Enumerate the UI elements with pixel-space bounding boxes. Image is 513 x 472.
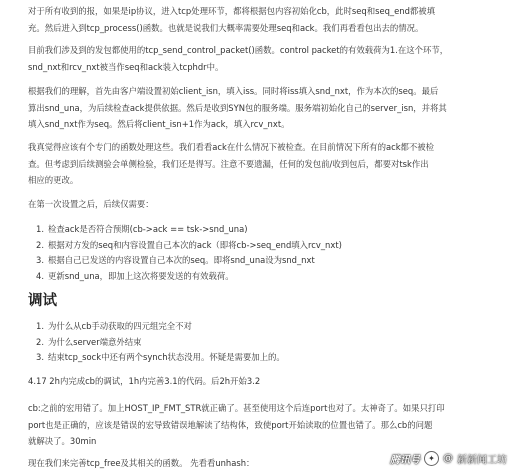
watermark	[390, 450, 507, 466]
list-item: 3. 根据自己已发送的内容设置自己本次的seq。即将snd_una设为snd_nxt	[36, 255, 315, 265]
text-line: 我真觉得应该有个专门的函数处理这些。我们看看ack在什么情况下被检查。在目前情况下所有的ack都不被检	[28, 142, 435, 152]
section-heading: 调试	[28, 293, 57, 309]
list-item: 3. 结束tcp_sock中还有两个synch状态没用。怀疑是需要加上的。	[36, 352, 285, 362]
paragraph-send-control	[28, 42, 506, 75]
issues-list	[36, 319, 285, 366]
watermark-sep: @	[443, 452, 453, 464]
watermark-author: 新新闻工坊	[457, 454, 507, 466]
author-logo-icon: ✦	[424, 451, 439, 466]
paragraph-intro	[28, 3, 506, 36]
steps-list	[36, 222, 342, 284]
text-line: 对于所有收到的报，如果是ip协议，进入tcp处理环节，都将根据包内容初始化cb，此时seq和seq_end都被填	[28, 6, 436, 16]
paragraph-after-first	[28, 196, 506, 213]
text-line: 查。但考虑到后续测验会单侧检验，我们还是得写。注意不要遗漏，任何的发包前/收到包后，都要对tsk作出	[28, 158, 429, 169]
paragraph-cb-fix	[28, 400, 506, 450]
text-line: 现在我们来完善tcp_free及其相关的函数。 先看看unhash：	[28, 458, 255, 468]
watermark-brand: 腾讯号	[390, 454, 420, 466]
list-item: 1. 检查ack是否符合预期(cb->ack == tsk->snd_una)	[36, 224, 248, 234]
text-line: 4.17 2h内完成cb的调试，1h内完善3.1的代码。后2h开始3.2	[28, 376, 261, 386]
text-line: snd_nxt和rcv_nxt被当作seq和ack装入tcphdr中。	[28, 61, 224, 72]
list-item: 1. 为什么从cb手动获取的四元组完全不对	[36, 321, 192, 331]
text-line: port也是正确的，应该是错误的宏导致错误地解读了结构体，致使port开始读取的位置也错了。那么cb的问题	[28, 419, 433, 430]
paragraph-isn	[28, 83, 506, 133]
text-line: 算出snd_una，为后续检查ack提供依据。然后是收到SYN包的服务端。服务端初始化自己的server_isn，并将其	[28, 102, 447, 113]
list-item: 2. 为什么server端意外结束	[36, 336, 142, 347]
text-line: cb:之前的宏用错了。加上HOST_IP_FMT_STR就正确了。甚至使用这个后连port也对了。太神奇了。如果只打印	[28, 403, 445, 413]
paragraph-schedule	[28, 373, 506, 390]
list-item: 4. 更新snd_una，即加上这次将要发送的有效载荷。	[36, 270, 234, 281]
text-line: 在第一次设置之后，后续仅需要：	[28, 199, 154, 209]
text-line: 相应的更改。	[28, 175, 79, 185]
text-line: 根据我们的理解，首先由客户端设置初始client_isn，填入iss。同时将iss填入snd_nxt，作为本次的seq。最后	[28, 86, 439, 96]
text-line: 目前我们涉及到的发包都使用的tcp_send_control_packet()函数。control packet的有效载荷为1.在这个环节，	[28, 45, 449, 55]
text-line: 充。然后进入到tcp_process()函数。也就是说我们大概率需要处理seq和ack。我们再看看包出去的情况。	[28, 22, 424, 33]
text-line: 就解决了。30min	[28, 436, 97, 446]
text-line: 填入snd_nxt作为seq。然后将client_isn+1作为ack，填入rcv_nxt。	[28, 119, 290, 129]
list-item: 2. 根据对方发的seq和内容设置自己本次的ack（即将cb->seq_end填入rcv_nxt)	[36, 239, 342, 250]
paragraph-ack-check	[28, 139, 506, 189]
